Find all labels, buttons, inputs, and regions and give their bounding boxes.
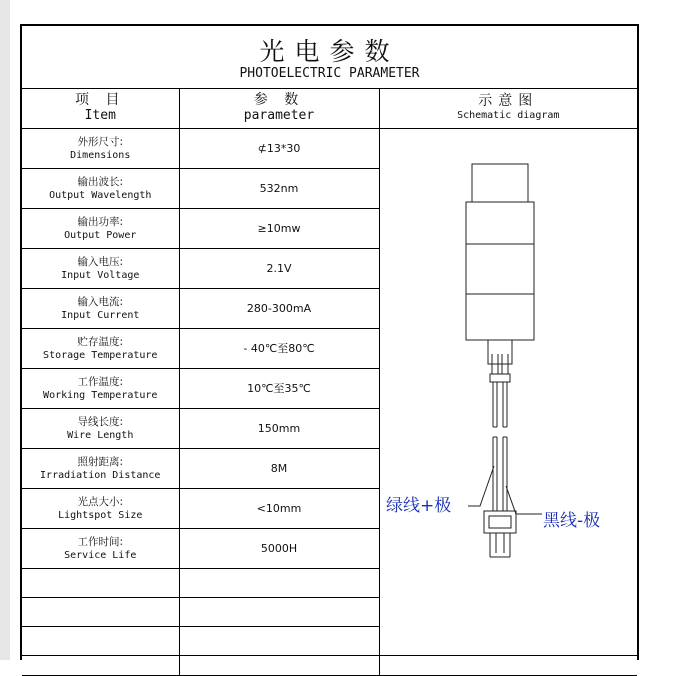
table-row — [22, 128, 637, 168]
item-cell: 输出波长: Output Wavelength — [22, 168, 179, 208]
item-cell: 导线长度: Wire Length — [22, 408, 179, 448]
value-cell: 5000H — [179, 528, 379, 568]
item-cell: 工作时间: Service Life — [22, 528, 179, 568]
parameter-sheet — [20, 24, 639, 660]
positive-wire-label: 绿线+极 — [385, 495, 451, 516]
header-row — [22, 88, 637, 128]
item-cell: 照射距离: Irradiation Distance — [22, 448, 179, 488]
item-cell: 工作温度: Working Temperature — [22, 368, 179, 408]
value-cell: <10mm — [179, 488, 379, 528]
laser-body-icon — [466, 202, 534, 340]
value-cell: 150mm — [179, 408, 379, 448]
title-chinese: 光电参数 — [259, 37, 400, 66]
value-cell: 2.1V — [179, 248, 379, 288]
item-cell: 输入电压: Input Voltage — [22, 248, 179, 288]
value-cell: 8M — [179, 448, 379, 488]
value-cell: ≥10mw — [179, 208, 379, 248]
title-english: PHOTOELECTRIC PARAMETER — [239, 66, 420, 81]
negative-wire-label: 黑线-极 — [542, 510, 600, 531]
value-cell: 10℃至35℃ — [179, 368, 379, 408]
parameter-table — [22, 88, 637, 676]
left-margin-bar — [0, 0, 10, 660]
item-cell: 输出功率: Output Power — [22, 208, 179, 248]
item-cell: 外形尺寸: Dimensions — [22, 128, 179, 168]
laser-head-icon — [472, 164, 528, 202]
value-cell: ⊄13*30 — [179, 128, 379, 168]
header-parameter: 参 数 parameter — [179, 88, 379, 128]
item-cell: 光点大小: Lightspot Size — [22, 488, 179, 528]
laser-module-schematic — [380, 129, 638, 656]
item-cell: 输入电流: Input Current — [22, 288, 179, 328]
header-item: 项 目 Item — [22, 88, 179, 128]
value-cell: - 40℃至80℃ — [179, 328, 379, 368]
title-block — [22, 26, 637, 89]
empty-row — [22, 655, 637, 675]
schematic-cell — [379, 128, 637, 655]
header-schematic: 示意图 Schematic diagram — [379, 88, 637, 128]
value-cell: 280-300mA — [179, 288, 379, 328]
item-cell: 贮存温度: Storage Temperature — [22, 328, 179, 368]
value-cell: 532nm — [179, 168, 379, 208]
